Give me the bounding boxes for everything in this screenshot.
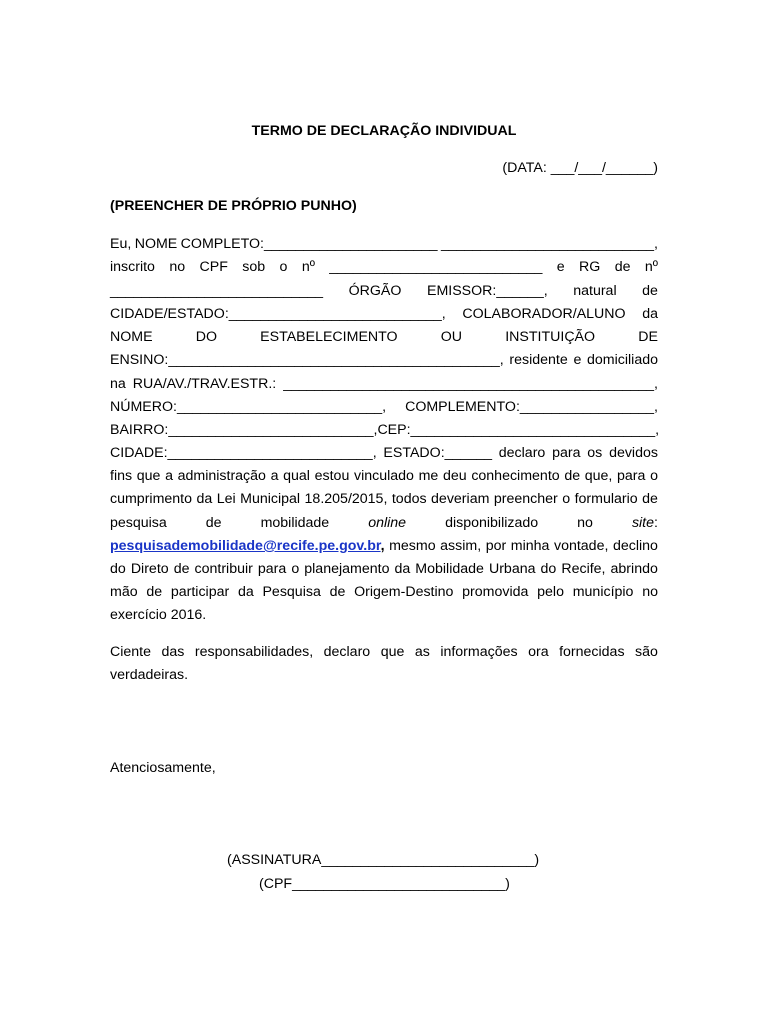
body-word: de	[173, 561, 190, 577]
body-word: da	[196, 491, 213, 507]
body-word: assim,	[440, 538, 482, 554]
body-line	[110, 373, 658, 396]
body-word: ___________________________,	[440, 236, 658, 252]
body-word: abrindo	[610, 561, 658, 577]
body-word: que,	[584, 468, 613, 484]
body-word: a	[165, 468, 173, 484]
body-word: o	[562, 491, 571, 507]
body-word: no	[169, 259, 186, 275]
body-word: me	[418, 468, 439, 484]
body-line	[110, 581, 658, 604]
body-word: Lei	[216, 491, 236, 507]
body-word: Urbana	[488, 561, 536, 577]
body-word: CPF	[199, 259, 228, 275]
body-word: CIDADE:__________________________,	[110, 445, 377, 461]
awareness-word: informações	[440, 644, 518, 660]
body-word: do	[540, 561, 557, 577]
body-word: de	[205, 515, 222, 531]
body-word: COMPLETO:______________________	[180, 236, 438, 252]
body-word: de	[642, 283, 658, 299]
body-word: residente	[509, 352, 568, 368]
body-line	[110, 303, 658, 326]
body-word: cumprimento	[110, 491, 193, 507]
body-word: _______________________________________________,	[283, 376, 658, 392]
body-word: COMPLEMENTO:_________________,	[405, 399, 658, 415]
body-word: devidos	[609, 445, 658, 461]
body-word: de	[329, 584, 346, 600]
body-word: online	[368, 515, 407, 531]
body-word: preencher	[493, 491, 558, 507]
body-word: para	[257, 561, 287, 577]
body-word: exercício 2016.	[110, 607, 207, 623]
body-word: município	[572, 584, 634, 600]
link-comma: ,	[380, 538, 385, 554]
signature-line: (ASSINATURA___________________________)	[227, 852, 540, 868]
body-word: RG	[579, 259, 601, 275]
body-word: da	[237, 584, 254, 600]
body-word: o	[650, 468, 658, 484]
body-word: ESTABELECIMENTO	[260, 329, 398, 345]
body-word: administração	[177, 468, 266, 484]
body-word: DE	[638, 329, 658, 345]
body-line	[110, 349, 658, 372]
body-word: Recife,	[561, 561, 606, 577]
awareness-word: ora	[528, 644, 549, 660]
body-line	[110, 419, 658, 442]
body-word: NÚMERO:__________________________,	[110, 399, 387, 415]
survey-email-link[interactable]: pesquisademobilidade@recife.pe.gov.br	[110, 538, 381, 554]
body-word: nº	[644, 259, 658, 275]
body-word: de	[642, 491, 658, 507]
body-word: pelo	[537, 584, 564, 600]
body-word: deveriam	[431, 491, 490, 507]
cpf-line: (CPF___________________________)	[259, 876, 510, 892]
body-word: domiciliado	[587, 352, 658, 368]
body-word: de	[146, 584, 163, 600]
body-line	[110, 256, 658, 279]
body-word: participar	[170, 584, 230, 600]
body-word: para	[617, 468, 646, 484]
body-word: fins	[110, 468, 133, 484]
body-word: site:	[631, 515, 658, 531]
body-word: OU	[440, 329, 463, 345]
body-word: COLABORADOR/ALUNO	[462, 306, 626, 322]
body-line	[110, 396, 658, 419]
body-word: mesmo	[389, 538, 436, 554]
awareness-word: que	[380, 644, 405, 660]
date-field: (DATA: ___/___/______)	[502, 160, 658, 176]
body-word: estou	[314, 468, 350, 484]
body-line	[110, 558, 658, 581]
body-word: INSTITUIÇÃO	[505, 329, 596, 345]
body-line	[110, 442, 658, 465]
awareness-word: verdadeiras.	[110, 667, 189, 683]
body-word: os	[587, 445, 603, 461]
body-word: inscrito	[110, 259, 155, 275]
body-word: no	[642, 584, 658, 600]
body-word: pesquisa	[110, 515, 167, 531]
body-word: o	[279, 259, 288, 275]
body-word: Municipal	[240, 491, 301, 507]
body-word	[110, 535, 385, 558]
body-word: no	[577, 515, 593, 531]
document-title: TERMO DE DECLARAÇÃO INDIVIDUAL	[251, 123, 517, 139]
body-word: minha	[510, 538, 550, 554]
awareness-word: declaro	[323, 644, 371, 660]
body-word: deu	[442, 468, 467, 484]
body-word: ___________________________	[329, 259, 543, 275]
body-word: e	[556, 259, 565, 275]
body-line	[110, 465, 658, 488]
awareness-word: das	[161, 644, 185, 660]
body-word: ___________________________	[110, 283, 324, 299]
body-word: ESTADO:______	[383, 445, 492, 461]
awareness-word: são	[635, 644, 658, 660]
body-word: planejamento	[304, 561, 390, 577]
body-word: mobilidade	[260, 515, 330, 531]
body-word: CIDADE/ESTADO:___________________________,	[110, 306, 446, 322]
body-word: todos	[391, 491, 427, 507]
body-word: Eu,	[110, 236, 132, 252]
body-word: sob	[242, 259, 266, 275]
body-line	[110, 326, 658, 349]
body-word: conhecimento	[471, 468, 560, 484]
body-word: Mobilidade	[415, 561, 484, 577]
body-line	[110, 233, 658, 256]
body-word: da	[642, 306, 658, 322]
body-word: declaro	[498, 445, 546, 461]
body-word: NOME	[110, 329, 153, 345]
body-word: de	[614, 259, 631, 275]
body-word: declino	[612, 538, 658, 554]
body-word: natural	[573, 283, 617, 299]
body-word: DO	[195, 329, 217, 345]
body-word: ENSINO:__________________________________________,	[110, 352, 504, 368]
body-word: da	[394, 561, 411, 577]
body-word: EMISSOR:______,	[427, 283, 548, 299]
body-word: disponibilizado	[445, 515, 539, 531]
body-word: a	[270, 468, 279, 484]
body-line	[110, 512, 658, 535]
body-word: RUA/AV./TRAV.ESTR.:	[132, 376, 277, 392]
body-word: NOME	[134, 236, 178, 252]
body-word: por	[485, 538, 507, 554]
body-word: que	[136, 468, 161, 484]
body-word: Origem-Destino	[354, 584, 454, 600]
body-line	[110, 604, 658, 627]
body-line	[110, 535, 658, 558]
awareness-word: fornecidas	[559, 644, 625, 660]
body-word: mão	[110, 584, 138, 600]
body-word: qual	[283, 468, 310, 484]
awareness-word: Ciente	[110, 644, 152, 660]
awareness-line	[110, 641, 658, 664]
body-word: de	[564, 468, 581, 484]
body-line	[110, 488, 658, 511]
body-word: Direto	[130, 561, 169, 577]
body-word: contribuir	[194, 561, 253, 577]
site-italic-text: site	[631, 515, 655, 531]
body-word: 18.205/2015,	[304, 491, 388, 507]
body-word: Pesquisa	[262, 584, 321, 600]
body-word: BAIRRO:__________________________,	[110, 422, 378, 438]
awareness-line	[110, 664, 658, 687]
body-word: CEP:_______________________________,	[377, 422, 660, 438]
body-word: para	[552, 445, 581, 461]
body-line	[110, 280, 658, 303]
body-word: o	[291, 561, 300, 577]
body-word: na	[110, 376, 126, 392]
body-word: vinculado	[354, 468, 414, 484]
body-word: ÓRGÃO	[348, 283, 402, 299]
body-word: vontade,	[553, 538, 609, 554]
body-word: do	[110, 561, 126, 577]
body-word: formulario	[574, 491, 638, 507]
fill-instruction: (PREENCHER DE PRÓPRIO PUNHO)	[110, 198, 357, 214]
body-word: promovida	[462, 584, 529, 600]
body-word: nº	[301, 259, 315, 275]
awareness-word: as	[414, 644, 430, 660]
awareness-word: responsabilidades,	[194, 644, 314, 660]
closing-salutation: Atenciosamente,	[110, 760, 216, 776]
body-word: e	[573, 352, 582, 368]
